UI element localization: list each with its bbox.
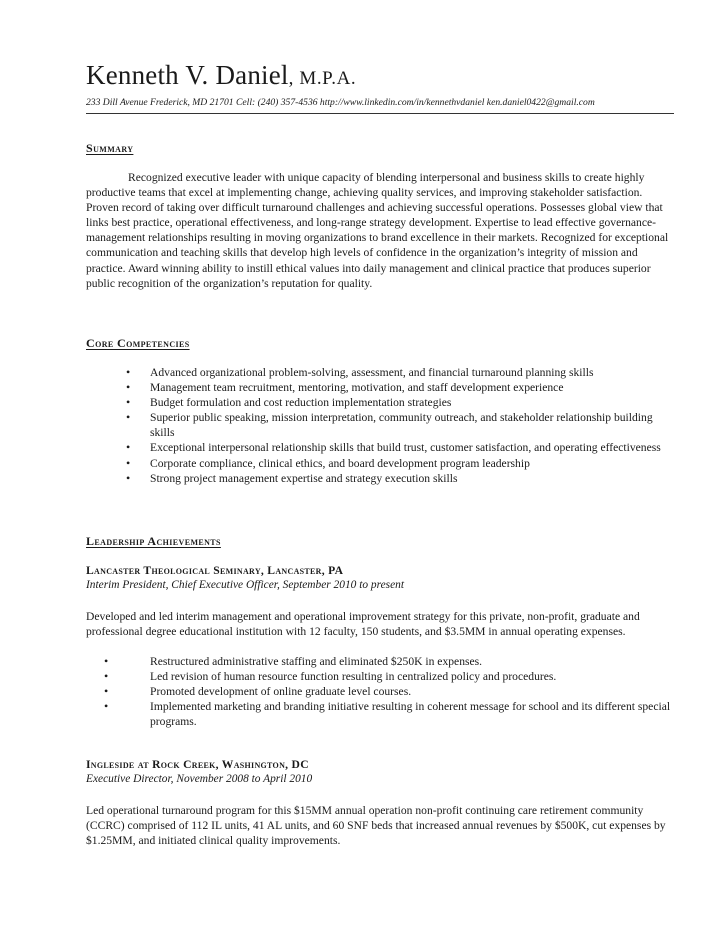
job-description: Developed and led interim management and operational improvement strategy for this private, non-profit, graduate and professional degree educational institution with 12 faculty, 150 students, and $3.5MM in annual operating expenses. xyxy=(86,610,640,639)
job-bullet-item: • Promoted development of online graduate level courses. xyxy=(104,684,412,699)
competencies-heading: Core Competencies xyxy=(86,336,190,350)
competency-item: • Strong project management expertise and strategy execution skills xyxy=(126,470,458,485)
candidate-name: Kenneth V. Daniel xyxy=(86,60,289,90)
achievements-heading: Leadership Achievements xyxy=(86,534,221,548)
job-bullet-item: • Restructured administrative staffing and eliminated $250K in expenses. xyxy=(104,654,483,668)
job-role: Interim President, Chief Executive Officer, September 2010 to present xyxy=(86,579,405,591)
job-bullet-list xyxy=(86,654,674,729)
competency-item: • Superior public speaking, mission interpretation, community outreach, and stakeholder relationship building skills xyxy=(126,410,653,440)
job-organization: Ingleside at Rock Creek, Washington, DC xyxy=(86,758,309,771)
competency-item: • Management team recruitment, mentoring, motivation, and staff development experience xyxy=(126,380,564,395)
job-bullet-item: • Implemented marketing and branding initiative resulting in coherent message for school and its different special programs. xyxy=(104,699,671,729)
competency-item: • Exceptional interpersonal relationship skills that build trust, customer satisfaction, and operating effectiveness xyxy=(126,440,661,455)
competencies-list xyxy=(86,365,674,486)
job-organization: Lancaster Theological Seminary, Lancaster, PA xyxy=(86,564,344,577)
competency-item: • Corporate compliance, clinical ethics, and board development program leadership xyxy=(126,455,530,470)
header-divider xyxy=(86,113,674,114)
job-role: Executive Director, November 2008 to April 2010 xyxy=(86,773,313,785)
header-name-line xyxy=(86,62,356,89)
job-bullet-item: • Led revision of human resource function resulting in centralized policy and procedures. xyxy=(104,669,557,684)
summary-heading: Summary xyxy=(86,141,134,155)
competency-item: • Advanced organizational problem-solving, assessment, and financial turnaround planning skills xyxy=(126,365,594,379)
competency-item: • Budget formulation and cost reduction implementation strategies xyxy=(126,395,452,410)
job-description: Led operational turnaround program for this $15MM annual operation non-profit continuing care retirement community (CCRC) comprised of 112 IL units, 41 AL units, and 60 SNF beds that increased annual revenues by $500K, cut expenses by $1.25MM, and initiated clinical quality improvements. xyxy=(86,804,666,848)
contact-line: 233 Dill Avenue Frederick, MD 21701 Cell: (240) 357-4536 http://www.linkedin.com/in/kennethvdaniel ken.daniel0422@gmail.com xyxy=(86,97,595,108)
summary-text: Recognized executive leader with unique capacity of blending interpersonal and business skills to create highly productive teams that excel at implementing change, achieving quality services, and improving stakeholder satisfaction. Proven record of taking over difficult turnaround challenges and achieving successful operations. Possesses global view that links best practice, operational effectiveness, and long-range strategy development. Expertise to lead effective governance-management relationships resulting in moving organizations to brand excellence in their markets. Recognized for exceptional communication and teaching skills that develop high levels of confidence in the organization’s integrity of mission and practice. Award winning ability to instill ethical values into daily management and clinical practice that produces superior public recognition of the organization’s reputation for quality. xyxy=(86,171,669,290)
credential: , M.P.A. xyxy=(288,68,357,89)
